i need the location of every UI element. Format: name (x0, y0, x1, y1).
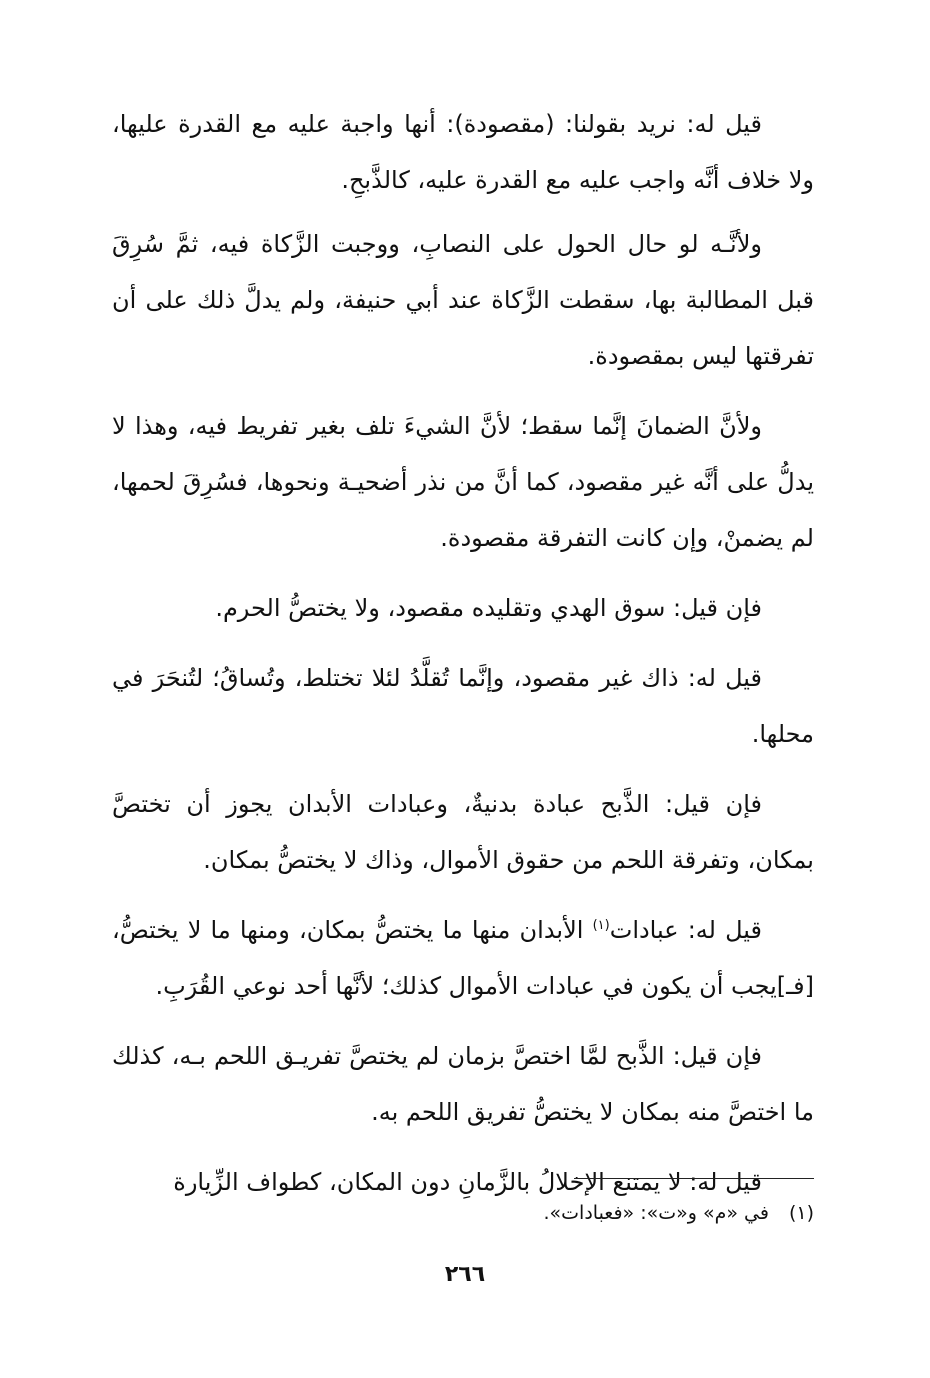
paragraph: ولأنَّـه لو حال الحول على النصابِ، ووجبت الزَّكاة فيه، ثمَّ سُرِقَ قبل المطالبة بها، سقطت الزَّكاة عند أبي حنيفة، ولم يدلَّ ذلك على أن تفرقتها ليس بمقصودة. (112, 230, 814, 370)
footnote-reference[interactable]: (١) (592, 918, 610, 933)
paragraph-text-start: قيل له: عبادات (609, 916, 762, 944)
paragraph: قيل له: ذاك غير مقصود، وإنَّما تُقلَّدُ لئلا تختلط، وتُساقُ؛ لتُنحَرَ في محلها. (112, 664, 814, 748)
paragraph: فإن قيل: الذَّبح لمَّا اختصَّ بزمان لم يختصَّ تفريـق اللحم بـه، كذلك ما اختصَّ منه بمكان لا يختصُّ تفريق اللحم به. (112, 1042, 814, 1126)
paragraph: قيل له: لا يمتنع الإخلالُ بالزَّمانِ دون المكان، كطواف الزِّيارة (173, 1168, 762, 1196)
footnote-number: (١) (788, 1202, 814, 1224)
page-number: ٢٦٦ (444, 1262, 486, 1287)
paragraph-with-footnote-ref (112, 902, 814, 1014)
paragraph: فإن قيل: سوق الهدي وتقليده مقصود، ولا يختصُّ الحرم. (215, 594, 762, 622)
paragraph: فإن قيل: الذَّبح عبادة بدنيةٌ، وعبادات الأبدان يجوز أن تختصَّ بمكان، وتفرقة اللحم من حقوق الأموال، وذاك لا يختصُّ بمكان. (112, 790, 814, 874)
paragraph: قيل له: نريد بقولنا: (مقصودة): أنها واجبة عليه مع القدرة عليها، ولا خلاف أنَّه واجب عليه مع القدرة عليه، كالذَّبحِ. (112, 110, 814, 194)
paragraph-text-end: الأبدان منها ما يختصُّ بمكان، ومنها ما لا يختصُّ، [فـ]يجب أن يكون في عبادات الأموال كذلك؛ لأنَّها أحد نوعي القُرَبِ. (112, 916, 814, 1000)
footnote-text: في «م» و«ت»: «فعبادات». (543, 1202, 769, 1224)
footnote (543, 1198, 814, 1228)
footnote-separator (574, 1178, 814, 1179)
main-text (112, 96, 814, 1224)
paragraph: ولأنَّ الضمانَ إنَّما سقط؛ لأنَّ الشيءَ تلف بغير تفريط فيه، وهذا لا يدلُّ على أنَّه غير مقصود، كما أنَّ من نذر أضحيـة ونحوها، فسُرِقَ لحمها، لم يضمنْ، وإن كانت التفرقة مقصودة. (112, 412, 814, 552)
